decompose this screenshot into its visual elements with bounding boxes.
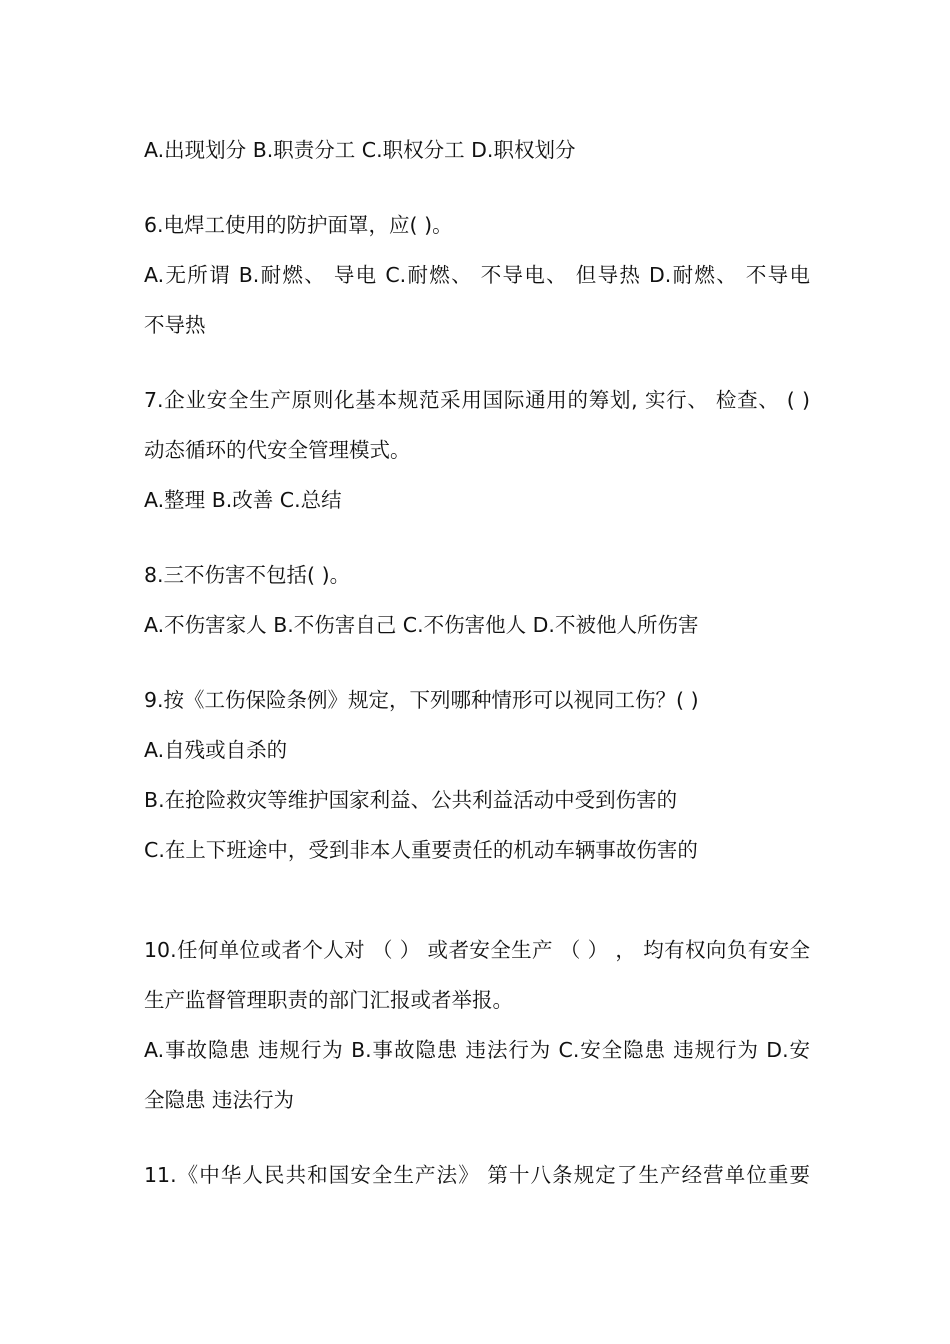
answer-options-q7: A.整理 B.改善 C.总结 [144, 488, 342, 512]
answer-option-q9-b: B.在抢险救灾等维护国家利益、公共利益活动中受到伤害的 [144, 788, 678, 812]
spacer [144, 525, 810, 550]
answer-option-q9-a: A.自残或自杀的 [144, 738, 288, 762]
answer-options-q10: A.事故隐患 违规行为 B.事故隐患 违法行为 C.安全隐患 违规行为 D.安 [144, 1038, 810, 1062]
question-7-cont: 动态循环的代安全管理模式。 [144, 438, 411, 462]
spacer [144, 1125, 810, 1150]
answer-options-q6-cont: 不导热 [144, 313, 206, 337]
document-body [144, 125, 810, 1200]
spacer [144, 650, 810, 675]
question-11: 11.《中华人民共和国安全生产法》 第十八条规定了生产经营单位重要 [144, 1163, 810, 1187]
spacer [144, 175, 810, 200]
answer-options-q8: A.不伤害家人 B.不伤害自己 C.不伤害他人 D.不被他人所伤害 [144, 613, 699, 637]
question-6: 6.电焊工使用的防护面罩，应( )。 [144, 213, 453, 237]
question-10-cont: 生产监督管理职责的部门汇报或者举报。 [144, 988, 513, 1012]
answer-options-q5: A.出现划分 B.职责分工 C.职权分工 D.职权划分 [144, 138, 576, 162]
question-9: 9.按《工伤保险条例》规定，下列哪种情形可以视同工伤？( ) [144, 688, 699, 712]
answer-options-q6: A.无所谓 B.耐燃、 导电 C.耐燃、 不导电、 但导热 D.耐燃、 不导电 [144, 263, 810, 287]
question-10: 10.任何单位或者个人对 （ ） 或者安全生产 （ ） ， 均有权向负有安全 [144, 938, 810, 962]
question-8: 8.三不伤害不包括( )。 [144, 563, 351, 587]
answer-option-q9-c: C.在上下班途中，受到非本人重要责任的机动车辆事故伤害的 [144, 838, 698, 862]
spacer [144, 350, 810, 375]
question-7: 7.企业安全生产原则化基本规范采用国际通用的筹划, 实行、 检查、 ( ) [144, 388, 810, 412]
answer-options-q10-cont: 全隐患 违法行为 [144, 1088, 295, 1112]
spacer [144, 875, 810, 925]
